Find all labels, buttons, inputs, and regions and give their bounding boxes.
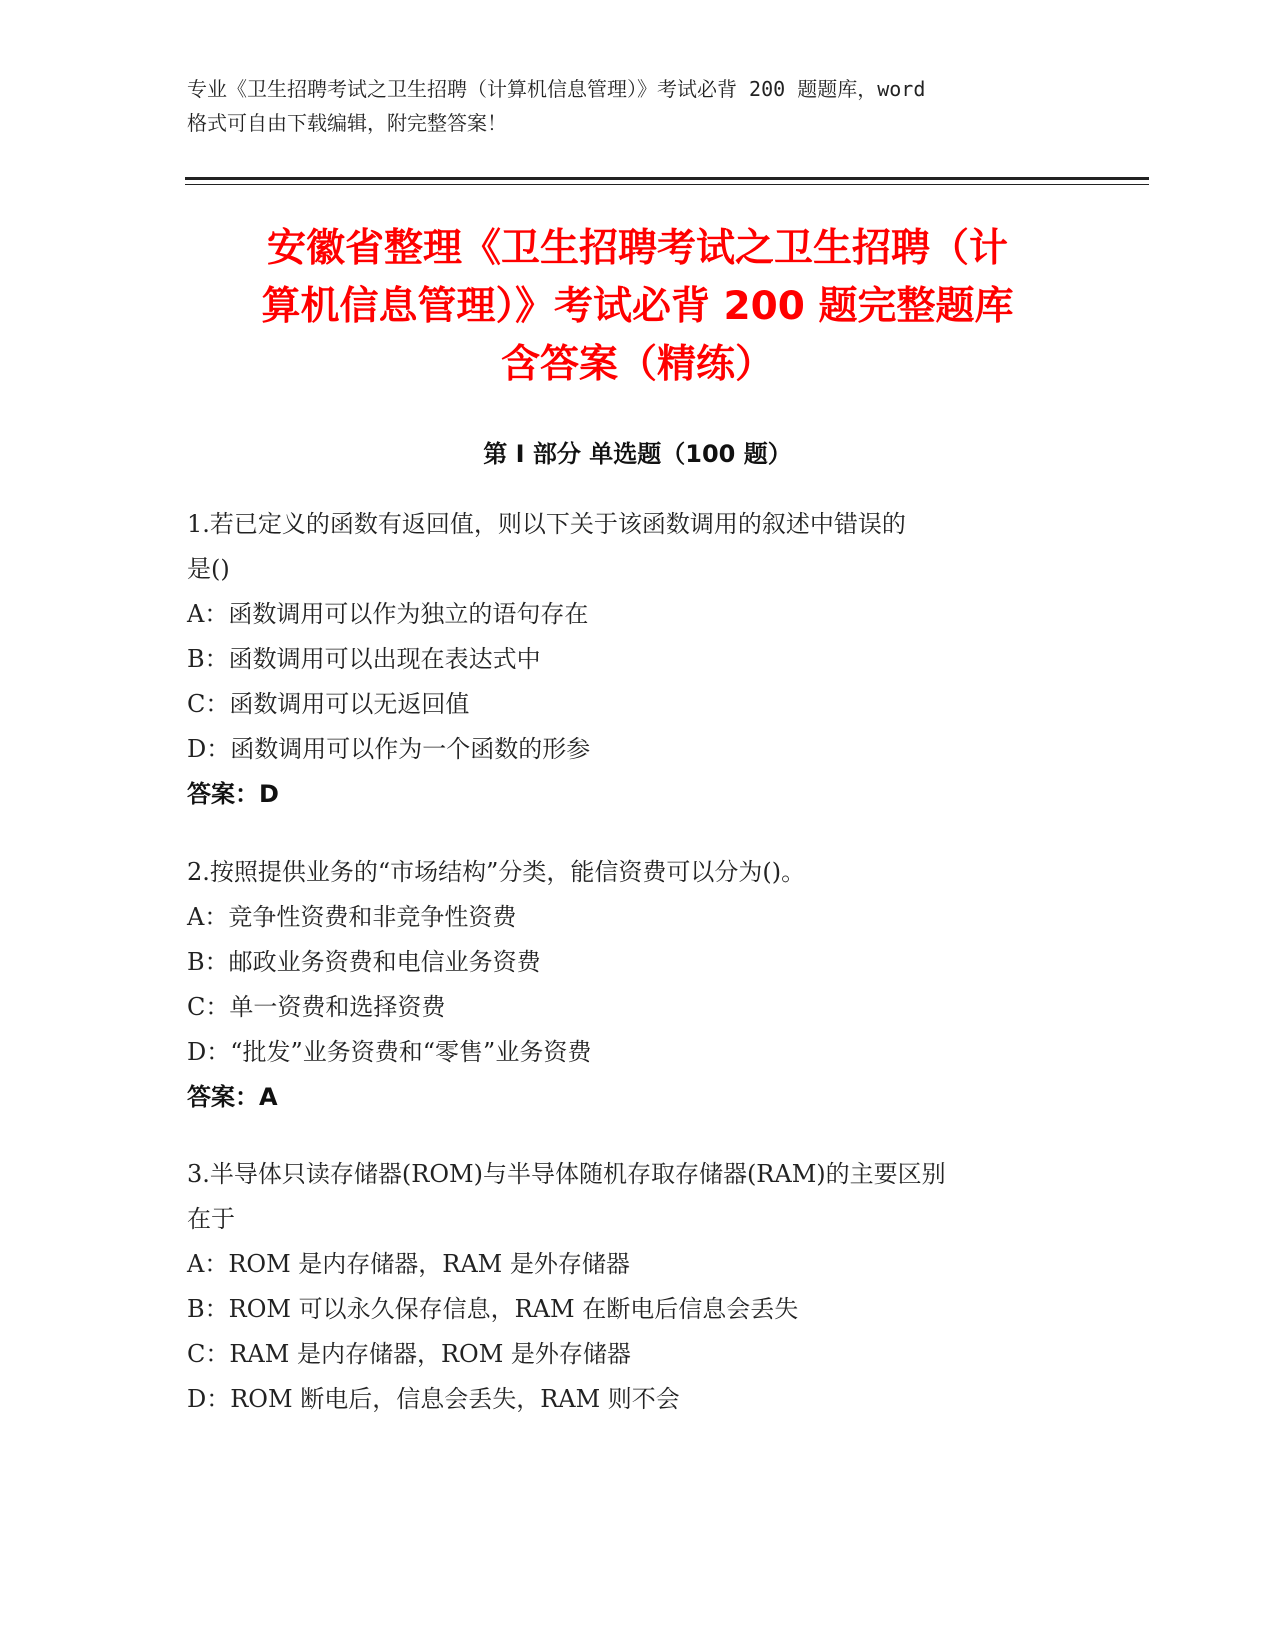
- document-title-line-1: 安徽省整理《卫生招聘考试之卫生招聘（计: [266, 226, 1008, 271]
- question-3-option-d: D：ROM 断电后，信息会丢失，RAM 则不会: [187, 1385, 680, 1413]
- question-1-stem-line-1: 1.若已定义的函数有返回值，则以下关于该函数调用的叙述中错误的: [187, 510, 906, 538]
- header-note-line-2: 格式可自由下载编辑，附完整答案！: [187, 111, 507, 135]
- question-3-option-c: C：RAM 是内存储器，ROM 是外存储器: [187, 1340, 631, 1368]
- question-3-option-b: B：ROM 可以永久保存信息，RAM 在断电后信息会丢失: [187, 1295, 799, 1323]
- question-3-stem-line-1: 3.半导体只读存储器(ROM)与半导体随机存取存储器(RAM)的主要区别: [187, 1160, 946, 1188]
- question-1-option-b: B：函数调用可以出现在表达式中: [187, 645, 541, 673]
- section-heading: 第 I 部分 单选题（100 题）: [483, 440, 792, 468]
- header-rule-thin: [185, 184, 1149, 185]
- question-2-stem-line-1: 2.按照提供业务的“市场结构”分类，能信资费可以分为()。: [187, 858, 806, 886]
- header-note-line-1: 专业《卫生招聘考试之卫生招聘（计算机信息管理）》考试必背 200 题题库，word: [187, 77, 926, 101]
- question-2-answer: 答案：A: [187, 1083, 278, 1111]
- question-2: [187, 850, 1087, 1120]
- question-2-option-b: B：邮政业务资费和电信业务资费: [187, 948, 541, 976]
- document-title-line-3: 含答案（精练）: [500, 342, 774, 387]
- question-2-option-a: A：竞争性资费和非竞争性资费: [187, 903, 517, 931]
- question-2-option-d: D：“批发”业务资费和“零售”业务资费: [187, 1038, 592, 1066]
- question-1-stem-line-2: 是(): [187, 555, 230, 583]
- header-rule-thick: [185, 177, 1149, 180]
- question-3: [187, 1152, 1087, 1422]
- header-note: [187, 72, 1087, 140]
- question-1-option-c: C：函数调用可以无返回值: [187, 690, 470, 718]
- question-3-option-a: A：ROM 是内存储器，RAM 是外存储器: [187, 1250, 630, 1278]
- question-3-stem-line-2: 在于: [187, 1205, 235, 1233]
- document-title-line-2: 算机信息管理）》考试必背 200 题完整题库: [261, 284, 1014, 329]
- document-title: [185, 220, 1090, 394]
- question-1-answer: 答案：D: [187, 780, 279, 808]
- question-1: [187, 502, 1087, 817]
- question-1-option-a: A：函数调用可以作为独立的语句存在: [187, 600, 589, 628]
- question-2-option-c: C：单一资费和选择资费: [187, 993, 446, 1021]
- question-1-option-d: D：函数调用可以作为一个函数的形参: [187, 735, 591, 763]
